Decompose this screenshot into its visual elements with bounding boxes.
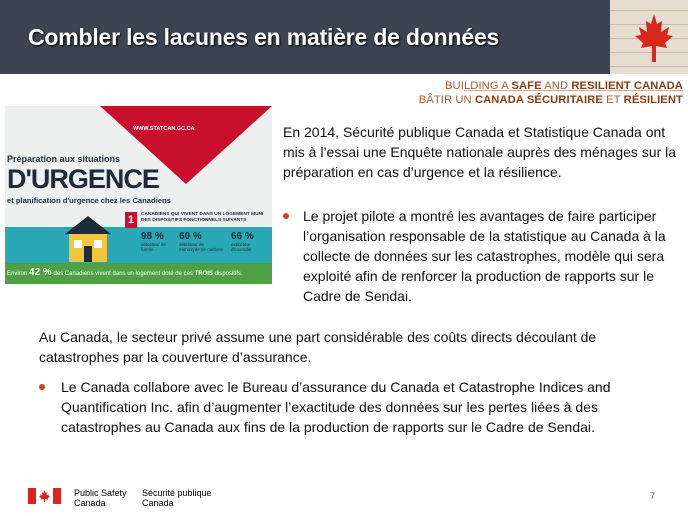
infographic-number: 1 — [125, 212, 137, 228]
private-sector-paragraph: Au Canada, le secteur privé assume une part considérable des coûts directs découlant de catastrophes par la couverture d’assurance. — [39, 329, 597, 365]
infographic-heading-sub: et planification d'urgence chez les Canadiens — [7, 196, 171, 205]
canada-flag-icon — [28, 488, 61, 504]
tagline-en: BUILDING A SAFE AND RESILIENT CANADA — [445, 80, 683, 92]
page-number: 7 — [649, 491, 655, 501]
footer-wordmark-en: Public Safety Canada — [74, 488, 127, 508]
stat-co-detector: 60 % détecteur de monoxyde de carbone — [179, 231, 224, 252]
title-bar — [0, 0, 610, 74]
bullet-insurance-collaboration — [39, 377, 679, 437]
stat-smoke-detector: 98 % détecteur de fumée — [141, 231, 167, 252]
tagline — [419, 79, 683, 107]
slide-title: Combler les lacunes en matière de données — [28, 24, 500, 50]
infographic-heading-small: Préparation aux situations — [7, 154, 121, 164]
bullet-text: Le projet pilote a montré les avantages de faire participer l’organisation responsable de la statistique au Canada à la collecte de données sur les catastrophes, modèle qui sera exploité afin de renforcer la production de rapports sur le Cadre de Sendai. — [303, 208, 666, 304]
bullet-pilot-project — [283, 206, 683, 306]
house-icon — [61, 210, 115, 264]
infographic-url: WWW.STATCAN.GC.CA — [133, 126, 195, 132]
tagline-fr: BÂTIR UN CANADA SÉCURITAIRE ET RÉSILIENT — [418, 94, 683, 106]
bullet-text: Le Canada collabore avec le Bureau d’assurance du Canada et Catastrophe Indices and Quantification Inc. afin d’augmenter l’exactitude des données sur les pertes liées à des catastrophes au Canada aux fins de la production de rapports sur le Cadre de Sendai. — [61, 379, 611, 435]
stat-fire-extinguisher: 66 % extincteur d'incendie — [231, 231, 254, 252]
bullet-dot-icon — [283, 213, 289, 219]
footer-wordmark-fr: Sécurité publique Canada — [142, 488, 212, 508]
infographic-heading-big: D'URGENCE — [7, 164, 159, 194]
emergency-preparedness-infographic — [5, 106, 272, 284]
infographic-footer-text: Environ 42 % des Canadiens vivent dans un logement doté de ces TROIS dispositifs. — [7, 267, 243, 278]
infographic-row-text: CANADIENS QUI VIVENT DANS UN LOGEMENT MUNI DES DISPOSITIFS FONCTIONNELS SUIVANTS — [141, 212, 264, 223]
intro-paragraph: En 2014, Sécurité publique Canada et Statistique Canada ont mis à l’essai une Enquête nationale auprès des ménages sur la préparation en cas d’urgence et la résilience. — [283, 124, 677, 180]
bullet-dot-icon — [39, 384, 45, 390]
maple-leaf-icon — [634, 12, 674, 64]
